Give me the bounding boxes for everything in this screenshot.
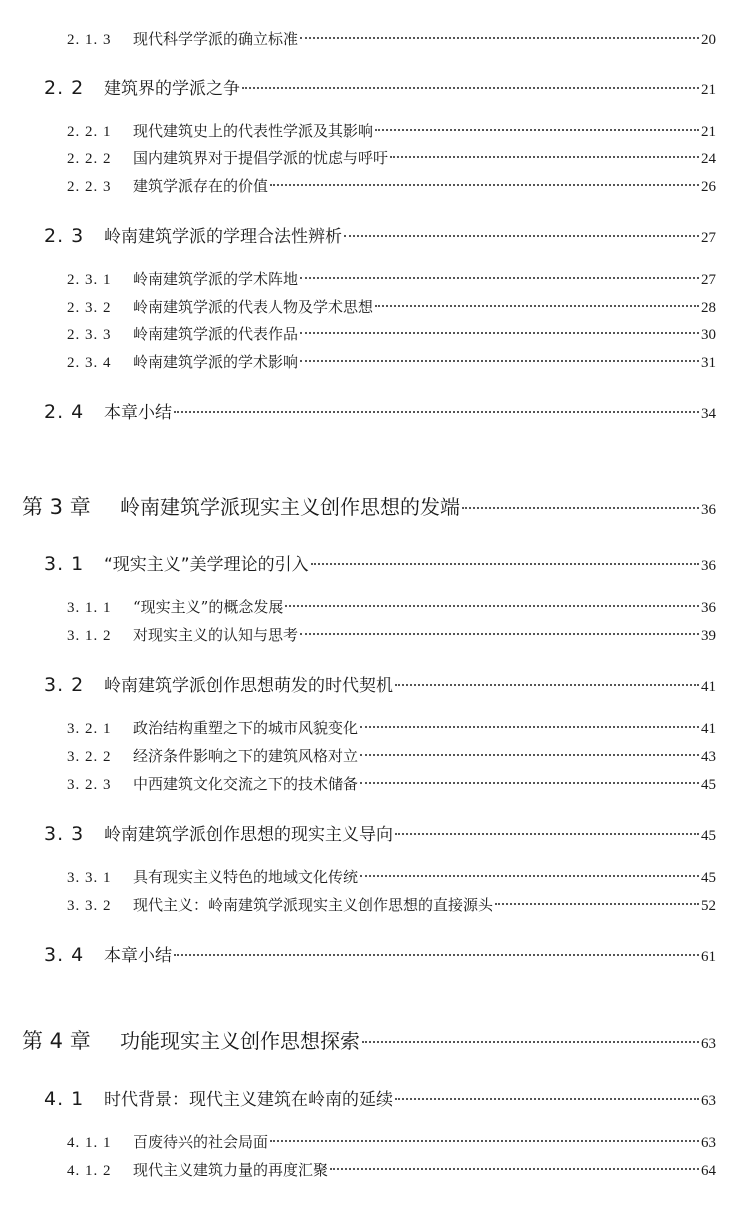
toc-entry-page-number: 36 xyxy=(701,600,716,616)
dot-leader xyxy=(462,507,699,509)
dot-leader xyxy=(174,411,699,413)
toc-entry-title: 现代主义：岭南建筑学派现实主义创作思想的直接源头 xyxy=(133,896,494,914)
toc-section-entry xyxy=(0,74,716,99)
toc-subsection-entry xyxy=(0,147,716,168)
toc-entry-number: 3. 3 xyxy=(44,823,85,845)
toc-section-entry xyxy=(0,1085,716,1110)
toc-entry-number: 3. 2. 2 xyxy=(67,749,112,765)
dot-leader xyxy=(375,305,699,307)
toc-entry-page-number: 64 xyxy=(701,1163,716,1179)
toc-subsection-entry xyxy=(0,1131,716,1152)
toc-entry-page-number: 36 xyxy=(701,502,716,518)
toc-entry-number: 第 4 章 xyxy=(22,1029,91,1053)
toc-subsection-entry xyxy=(0,268,716,289)
toc-entry-number: 2. 4 xyxy=(44,401,85,423)
toc-entry-page-number: 39 xyxy=(701,628,716,644)
dot-leader xyxy=(300,332,699,334)
toc-entry-page-number: 41 xyxy=(701,721,716,737)
toc-chapter-entry xyxy=(0,1025,716,1055)
dot-leader xyxy=(344,235,699,237)
dot-leader xyxy=(390,156,699,158)
toc-entry-title: 现代主义建筑力量的再度汇聚 xyxy=(133,1161,329,1179)
toc-entry-title: 经济条件影响之下的建筑风格对立 xyxy=(133,747,359,765)
dot-leader xyxy=(300,277,699,279)
toc-entry-number: 2. 3. 3 xyxy=(67,327,112,343)
toc-subsection-entry xyxy=(0,351,716,372)
toc-entry-page-number: 24 xyxy=(701,151,716,167)
toc-entry-page-number: 52 xyxy=(701,898,716,914)
toc-entry-title: 本章小结 xyxy=(104,946,172,966)
toc-section-entry xyxy=(0,550,716,575)
dot-leader xyxy=(360,782,699,784)
toc-entry-number: 3. 1. 1 xyxy=(67,600,112,616)
toc-entry-page-number: 36 xyxy=(701,558,716,574)
dot-leader xyxy=(375,129,699,131)
toc-subsection-entry xyxy=(0,28,716,49)
toc-subsection-entry xyxy=(0,1159,716,1180)
toc-entry-page-number: 21 xyxy=(701,124,716,140)
toc-entry-page-number: 20 xyxy=(701,32,716,48)
toc-entry-number: 2. 2 xyxy=(44,77,85,99)
toc-entry-number: 4. 1. 2 xyxy=(67,1163,112,1179)
toc-entry-title: 建筑界的学派之争 xyxy=(104,79,240,99)
toc-entry-page-number: 63 xyxy=(701,1135,716,1151)
toc-entry-title: 岭南建筑学派创作思想的现实主义导向 xyxy=(104,825,393,845)
dot-leader xyxy=(395,684,699,686)
toc-entry-title: 功能现实主义创作思想探索 xyxy=(120,1029,360,1053)
toc-entry-page-number: 45 xyxy=(701,777,716,793)
toc-section-entry xyxy=(0,222,716,247)
toc-entry-page-number: 27 xyxy=(701,272,716,288)
toc-entry-title: 岭南建筑学派的学理合法性辨析 xyxy=(104,227,342,247)
toc-entry-page-number: 31 xyxy=(701,355,716,371)
dot-leader xyxy=(395,833,699,835)
toc-entry-title: 政治结构重塑之下的城市风貌变化 xyxy=(133,719,359,737)
toc-entry-number: 第 3 章 xyxy=(22,495,91,519)
toc-entry-page-number: 26 xyxy=(701,179,716,195)
toc-entry-number: 2. 3 xyxy=(44,225,85,247)
toc-entry-title: 岭南建筑学派的学术影响 xyxy=(133,353,299,371)
toc-entry-title: 本章小结 xyxy=(104,403,172,423)
dot-leader xyxy=(362,1041,699,1043)
toc-entry-number: 3. 2 xyxy=(44,674,85,696)
toc-entry-title: 岭南建筑学派现实主义创作思想的发端 xyxy=(120,495,460,519)
toc-subsection-entry xyxy=(0,773,716,794)
dot-leader xyxy=(360,875,699,877)
dot-leader xyxy=(330,1168,699,1170)
toc-entry-title: 时代背景：现代主义建筑在岭南的延续 xyxy=(104,1090,393,1110)
toc-entry-number: 3. 1. 2 xyxy=(67,628,112,644)
dot-leader xyxy=(270,184,699,186)
toc-entry-number: 2. 2. 1 xyxy=(67,124,112,140)
toc-entry-page-number: 63 xyxy=(701,1036,716,1052)
toc-chapter-entry xyxy=(0,491,716,521)
toc-entry-number: 2. 2. 3 xyxy=(67,179,112,195)
toc-entry-page-number: 28 xyxy=(701,300,716,316)
toc-subsection-entry xyxy=(0,717,716,738)
toc-entry-title: “现实主义”的概念发展 xyxy=(133,598,284,616)
toc-entry-number: 3. 4 xyxy=(44,944,85,966)
toc-entry-title: 建筑学派存在的价值 xyxy=(133,177,269,195)
toc-entry-title: 岭南建筑学派的代表人物及学术思想 xyxy=(133,298,374,316)
toc-subsection-entry xyxy=(0,624,716,645)
toc-entry-title: 岭南建筑学派的学术阵地 xyxy=(133,270,299,288)
toc-entry-page-number: 63 xyxy=(701,1093,716,1109)
toc-entry-title: 中西建筑文化交流之下的技术储备 xyxy=(133,775,359,793)
toc-entry-number: 3. 3. 2 xyxy=(67,898,112,914)
toc-entry-number: 4. 1 xyxy=(44,1088,85,1110)
toc-subsection-entry xyxy=(0,296,716,317)
toc-entry-title: 国内建筑界对于提倡学派的忧虑与呼吁 xyxy=(133,149,389,167)
toc-subsection-entry xyxy=(0,745,716,766)
toc-subsection-entry xyxy=(0,323,716,344)
dot-leader xyxy=(285,605,699,607)
toc-entry-number: 2. 3. 4 xyxy=(67,355,112,371)
toc-entry-page-number: 45 xyxy=(701,828,716,844)
toc-entry-number: 3. 1 xyxy=(44,553,85,575)
toc-entry-number: 2. 3. 1 xyxy=(67,272,112,288)
dot-leader xyxy=(395,1098,699,1100)
toc-subsection-entry xyxy=(0,596,716,617)
toc-entry-number: 3. 3. 1 xyxy=(67,870,112,886)
toc-entry-page-number: 21 xyxy=(701,82,716,98)
toc-subsection-entry xyxy=(0,120,716,141)
toc-entry-page-number: 27 xyxy=(701,230,716,246)
dot-leader xyxy=(270,1140,699,1142)
toc-entry-page-number: 61 xyxy=(701,949,716,965)
toc-entry-title: 现代建筑史上的代表性学派及其影响 xyxy=(133,122,374,140)
dot-leader xyxy=(360,726,699,728)
toc-entry-title: 岭南建筑学派的代表作品 xyxy=(133,325,299,343)
dot-leader xyxy=(300,360,699,362)
toc-entry-number: 3. 2. 1 xyxy=(67,721,112,737)
toc-entry-page-number: 41 xyxy=(701,679,716,695)
toc-subsection-entry xyxy=(0,866,716,887)
toc-entry-title: 岭南建筑学派创作思想萌发的时代契机 xyxy=(104,676,393,696)
toc-subsection-entry xyxy=(0,175,716,196)
toc-entry-page-number: 30 xyxy=(701,327,716,343)
toc-entry-number: 4. 1. 1 xyxy=(67,1135,112,1151)
toc-entry-title: 对现实主义的认知与思考 xyxy=(133,626,299,644)
dot-leader xyxy=(242,87,699,89)
toc-entry-title: 具有现实主义特色的地域文化传统 xyxy=(133,868,359,886)
toc-entry-title: 现代科学学派的确立标准 xyxy=(133,30,299,48)
dot-leader xyxy=(311,563,699,565)
toc-entry-title: 百废待兴的社会局面 xyxy=(133,1133,269,1151)
toc-entry-number: 2. 2. 2 xyxy=(67,151,112,167)
dot-leader xyxy=(495,903,699,905)
toc-entry-number: 3. 2. 3 xyxy=(67,777,112,793)
toc-section-entry xyxy=(0,941,716,966)
toc-entry-page-number: 43 xyxy=(701,749,716,765)
toc-entry-number: 2. 1. 3 xyxy=(67,32,112,48)
dot-leader xyxy=(300,37,699,39)
toc-section-entry xyxy=(0,671,716,696)
toc-subsection-entry xyxy=(0,894,716,915)
toc-entry-title: “现实主义”美学理论的引入 xyxy=(104,555,309,575)
toc-section-entry xyxy=(0,398,716,423)
toc-entry-page-number: 45 xyxy=(701,870,716,886)
toc-section-entry xyxy=(0,820,716,845)
dot-leader xyxy=(360,754,699,756)
dot-leader xyxy=(174,954,699,956)
toc-entry-page-number: 34 xyxy=(701,406,716,422)
dot-leader xyxy=(300,633,699,635)
toc-entry-number: 2. 3. 2 xyxy=(67,300,112,316)
